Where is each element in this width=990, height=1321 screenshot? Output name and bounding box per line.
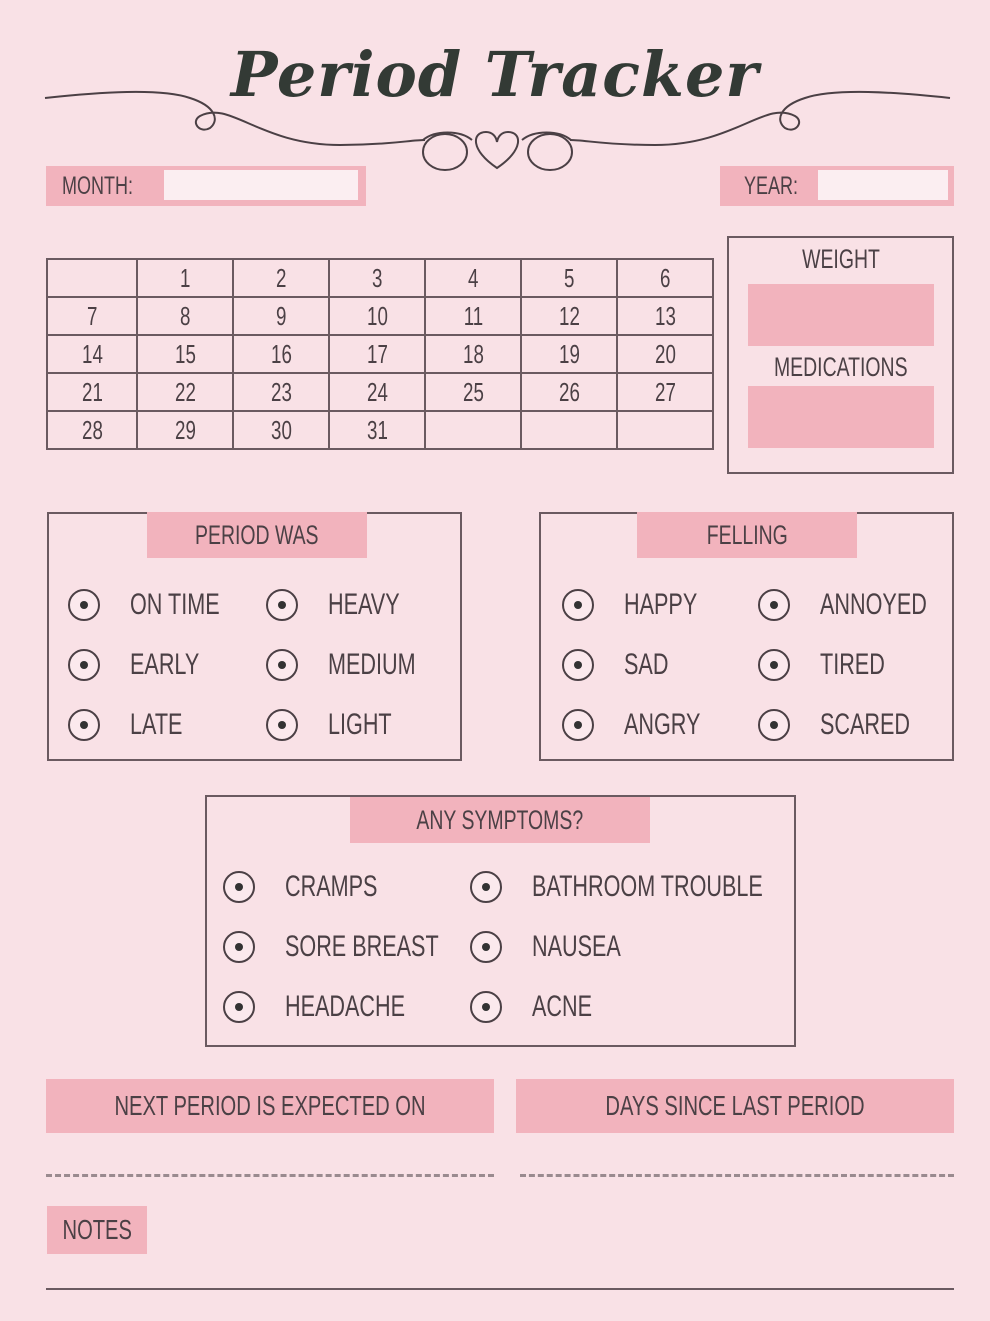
calendar-day-cell[interactable]: 20 <box>617 335 713 373</box>
calendar-day-cell[interactable]: 12 <box>521 297 617 335</box>
calendar-day-cell[interactable]: 11 <box>425 297 521 335</box>
symptom-option[interactable] <box>223 987 452 1027</box>
next-period-label: NEXT PERIOD IS EXPECTED ON <box>46 1079 494 1133</box>
radio-button-icon[interactable] <box>266 589 298 621</box>
feeling-option-label: SAD <box>624 648 669 681</box>
feeling-option-label: ANGRY <box>624 708 701 741</box>
notes-label: NOTES <box>47 1206 147 1254</box>
symptom-option[interactable] <box>223 867 413 907</box>
calendar-day-cell[interactable]: 23 <box>233 373 329 411</box>
feeling-option[interactable] <box>562 585 726 625</box>
days-since-input[interactable] <box>520 1174 954 1177</box>
calendar-grid <box>46 258 714 450</box>
calendar-day-cell[interactable] <box>425 411 521 449</box>
calendar-day-cell[interactable]: 30 <box>233 411 329 449</box>
period-was-title: PERIOD WAS <box>147 512 367 558</box>
calendar-day-cell[interactable]: 9 <box>233 297 329 335</box>
calendar-day-cell[interactable]: 22 <box>137 373 233 411</box>
notes-input[interactable] <box>46 1288 954 1290</box>
calendar-day-cell[interactable]: 10 <box>329 297 425 335</box>
feeling-option-label: SCARED <box>820 708 911 741</box>
calendar-day-cell[interactable]: 5 <box>521 259 617 297</box>
weight-input[interactable] <box>748 284 934 346</box>
period-option[interactable] <box>266 645 450 685</box>
symptom-option-label: BATHROOM TROUBLE <box>532 870 763 903</box>
calendar-day-cell[interactable]: 17 <box>329 335 425 373</box>
calendar-day-cell[interactable]: 7 <box>47 297 137 335</box>
calendar-day-cell[interactable]: 14 <box>47 335 137 373</box>
calendar-day-cell[interactable]: 1 <box>137 259 233 297</box>
next-period-input[interactable] <box>46 1174 494 1177</box>
symptoms-title: ANY SYMPTOMS? <box>350 797 650 843</box>
feeling-option[interactable] <box>562 705 730 745</box>
calendar-day-cell[interactable]: 8 <box>137 297 233 335</box>
calendar-day-cell[interactable]: 28 <box>47 411 137 449</box>
calendar-day-cell[interactable]: 2 <box>233 259 329 297</box>
symptom-option[interactable] <box>470 867 853 907</box>
symptom-option-label: ACNE <box>532 990 593 1023</box>
calendar-day-cell[interactable]: 21 <box>47 373 137 411</box>
radio-button-icon[interactable] <box>68 649 100 681</box>
calendar-day-cell[interactable]: 25 <box>425 373 521 411</box>
year-input[interactable] <box>818 170 948 200</box>
page-title: Period Tracker <box>230 38 760 111</box>
period-option-label: HEAVY <box>328 588 400 621</box>
radio-button-icon[interactable] <box>470 991 502 1023</box>
calendar-row <box>47 335 713 373</box>
period-option[interactable] <box>68 705 203 745</box>
calendar-day-cell[interactable]: 4 <box>425 259 521 297</box>
radio-button-icon[interactable] <box>562 649 594 681</box>
feeling-title: FELLING <box>637 512 857 558</box>
calendar-day-cell[interactable] <box>617 411 713 449</box>
calendar-row <box>47 373 713 411</box>
weight-medications-panel <box>727 236 954 474</box>
weight-label: WEIGHT <box>801 244 880 274</box>
radio-button-icon[interactable] <box>68 589 100 621</box>
feeling-option[interactable] <box>758 585 968 625</box>
calendar-day-cell[interactable]: 19 <box>521 335 617 373</box>
calendar-day-cell[interactable]: 18 <box>425 335 521 373</box>
medications-input[interactable] <box>748 386 934 448</box>
calendar-day-cell[interactable]: 31 <box>329 411 425 449</box>
symptom-option-label: SORE BREAST <box>285 930 439 963</box>
radio-button-icon[interactable] <box>470 931 502 963</box>
radio-button-icon[interactable] <box>562 709 594 741</box>
radio-button-icon[interactable] <box>758 709 790 741</box>
period-option-label: ON TIME <box>130 588 220 621</box>
calendar-day-cell[interactable] <box>47 259 137 297</box>
symptom-option[interactable] <box>223 927 498 967</box>
month-input[interactable] <box>164 170 358 200</box>
calendar-day-cell[interactable]: 3 <box>329 259 425 297</box>
symptom-option-label: CRAMPS <box>285 870 378 903</box>
calendar-row <box>47 411 713 449</box>
period-option-label: MEDIUM <box>328 648 416 681</box>
calendar-day-cell[interactable]: 6 <box>617 259 713 297</box>
medications-label: MEDICATIONS <box>773 352 908 382</box>
period-option-label: EARLY <box>130 648 200 681</box>
period-option[interactable] <box>266 705 416 745</box>
month-field[interactable] <box>46 166 366 206</box>
feeling-option[interactable] <box>562 645 686 685</box>
period-option-label: LIGHT <box>328 708 392 741</box>
calendar-day-cell[interactable]: 29 <box>137 411 233 449</box>
feeling-option-label: HAPPY <box>624 588 698 621</box>
symptom-option-label: HEADACHE <box>285 990 406 1023</box>
calendar-row <box>47 259 713 297</box>
symptom-option[interactable] <box>470 927 655 967</box>
radio-button-icon[interactable] <box>223 991 255 1023</box>
calendar-day-cell[interactable]: 24 <box>329 373 425 411</box>
symptom-option-label: NAUSEA <box>532 930 621 963</box>
symptom-option[interactable] <box>470 987 615 1027</box>
calendar-day-cell[interactable]: 27 <box>617 373 713 411</box>
radio-button-icon[interactable] <box>758 589 790 621</box>
period-option[interactable] <box>266 585 427 625</box>
calendar-row <box>47 297 713 335</box>
period-option[interactable] <box>68 585 254 625</box>
feeling-option[interactable] <box>758 645 910 685</box>
radio-button-icon[interactable] <box>562 589 594 621</box>
days-since-label: DAYS SINCE LAST PERIOD <box>516 1079 954 1133</box>
year-label: YEAR: <box>744 172 799 200</box>
feeling-option-label: ANNOYED <box>820 588 927 621</box>
year-field[interactable] <box>720 166 954 206</box>
radio-button-icon[interactable] <box>68 709 100 741</box>
radio-button-icon[interactable] <box>758 649 790 681</box>
heart-flourish-icon <box>40 70 955 180</box>
calendar-day-cell[interactable]: 26 <box>521 373 617 411</box>
calendar-day-cell[interactable] <box>521 411 617 449</box>
radio-button-icon[interactable] <box>223 871 255 903</box>
radio-button-icon[interactable] <box>266 709 298 741</box>
radio-button-icon[interactable] <box>470 871 502 903</box>
radio-button-icon[interactable] <box>223 931 255 963</box>
feeling-option-label: TIRED <box>820 648 885 681</box>
month-label: MONTH: <box>62 172 133 200</box>
calendar-day-cell[interactable]: 13 <box>617 297 713 335</box>
radio-button-icon[interactable] <box>266 649 298 681</box>
feeling-option[interactable] <box>758 705 945 745</box>
period-option-label: LATE <box>130 708 183 741</box>
period-option[interactable] <box>68 645 226 685</box>
calendar-day-cell[interactable]: 16 <box>233 335 329 373</box>
calendar-day-cell[interactable]: 15 <box>137 335 233 373</box>
